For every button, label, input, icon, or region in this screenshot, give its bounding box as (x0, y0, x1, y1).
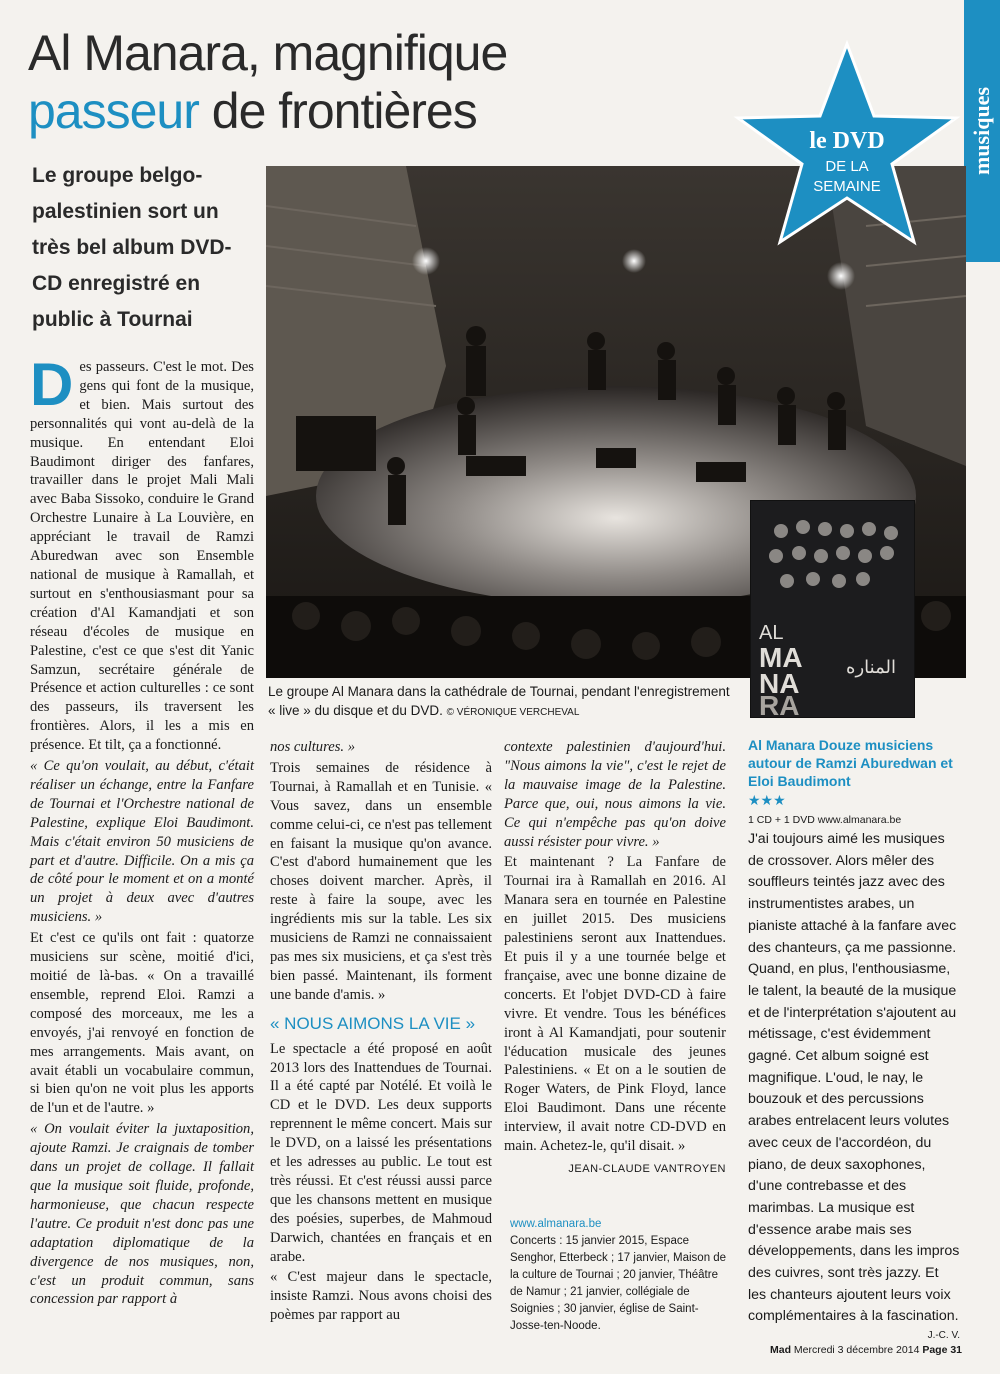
review-signature: J.-C. V. (927, 1330, 960, 1342)
article-column-1 (30, 351, 254, 1311)
photo-caption (268, 682, 738, 722)
paragraph: contexte palestinien d'aujourd'hui. "Nous aimons la vie", c'est le rejet de la mauvaise image de la Palestine. Parce que, oui, nous aimons la vie. Ce qui n'empêche pas qu'on doive aussi résister pour vivre. » (504, 739, 726, 850)
paragraph: « Ce qu'on voulait, au début, c'était réaliser un échange, entre la Fanfare de Tournai et l'Orchestre national de Palestine, explique Eloi Baudimont. Mais c'était environ 50 musiciens de part et d'autre. Difficile. On a mis ça de côté pour le moment et on a monté un projet à deux avec d'autres musiciens. » (30, 758, 254, 926)
paragraph: Et c'est ce qu'ils ont fait : quatorze musiciens sur scène, moitié d'ici, moitié de là-bas. « On a travaillé ensemble, reprend Eloi. Ramzi a composé des morceaux, me les a envoyés, j'ai renvoyé en fonction de mes arrangements. Mais avant, on avait établi un vocabulaire commun, si bien qu'on ne voit plus les apports de l'un et de l'autre. » (30, 930, 254, 1117)
drop-cap: D (30, 351, 74, 418)
dvd-review (748, 736, 960, 1341)
cover-na: NA (759, 668, 800, 699)
paragraph: Et maintenant ? La Fanfare de Tournai ira à Ramallah en 2016. Al Manara sera en tournée en Palestine en juillet 2015. Des musiciens palestiniens seront aux Inattendues. Et puis il y a une tournée belge et française, avec une bonne dizaine de concerts. Et l'objet DVD-CD à faire vivre. Et vendre. Tous les bénéfices iront à Al Kamandjati, pour soutenir l'éducation musicale des jeunes Palestiniens. « Et on a le soutien de Roger Waters, de Pink Floyd, lance Eloi Baudimont. Dans une récente interview, il avait notre CD-DVD en main. Achetez-le, qu'il disait. » (504, 854, 726, 1155)
review-title: Al Manara Douze musiciens autour de Ramzi Aburedwan et Eloi Baudimont (748, 737, 953, 789)
paragraph: nos cultures. » (270, 739, 355, 755)
page-footer (770, 1344, 970, 1356)
section-label: musiques (969, 86, 994, 176)
article-column-2 (270, 738, 492, 1327)
standfirst: Le groupe belgo-palestinien sort un très bel album DVD-CD enregistré en public à Tournai (32, 164, 232, 331)
paragraph: Trois semaines de résidence à Tournai, à Ramallah et en Tunisie. « Vous savez, dans un ensemble comme celui-ci, ce n'est pas tellement en faisant la musique qu'on avance. C'est d'abord humainement que les choses doivent marcher. Après, il reste à faire la soupe, avec les ingrédients mis sur la table. Les six musiciens de Ramzi ne connaissaient pas mes six musiciens, et ça s'est très bien passé. Maintenant, ils forment une bande d'amis. » (270, 759, 492, 1003)
cover-al: AL (759, 622, 784, 644)
page-number: Page 31 (922, 1344, 963, 1356)
photo-credit: © VÉRONIQUE VERCHEVAL (446, 707, 580, 718)
paragraph: es passeurs. C'est le mot. Des gens qui font de la musique, et bien. Mais surtout des personnalités qui vont au-delà de la musique. En entendant Eloi Baudimont diriger des fanfares, travailler dans le projet Mali Mali avec Baba Sissoko, conduire le Grand Orchestre Lunaire à La Louvière, en appréciant le travail de Ramzi Aburedwan avec son Ensemble national de musique à Ramallah, et surtout en s'enthousiasmant pour sa création d'Al Kamandjati et son réseau d'écoles de musique en Palestine, c'est ce que s'est dit Yanic Samzun, secrétaire générale de Présence et action culturelles : ce sont des passeurs, ils traversent les frontières. Alors, il les a mis en présence. Et tilt, ça a fonctionné. (30, 359, 254, 754)
review-body: J'ai toujours aimé les musiques de crossover. Alors mêler des souffleurs teintés jazz avec des instrumentistes arabes, un pianiste attaché à la fanfare avec des chanteurs, ça me passionne. Quand, en plus, l'enthousiasme, le talent, la beauté de la musique et de l'interprétation s'ajoutent au métissage, c'est évidemment gagné. Cet album soigné est magnifique. L'oud, le nay, le bouzouk et des percussions arabes entrelacent leurs volutes avec ceux de l'accordéon, du piano, de deux saxophones, d'une contrebasse et des marimbas. La musique est d'essence arabe mais ses développements, dans les impros des cuivres, sont très jazzy. Et les chanteurs ajoutent leurs voix complémentaires à la fascination. (748, 831, 960, 1325)
section-tab (964, 0, 1000, 262)
star-line1: le DVD (809, 128, 885, 154)
rating-stars: ★★★ (748, 792, 786, 808)
issue-date: Mercredi 3 décembre 2014 (793, 1344, 920, 1356)
section-subhead: « NOUS AIMONS LA VIE » (270, 1013, 476, 1033)
headline-rest: de frontières (198, 83, 477, 139)
article-column-3 (504, 738, 726, 1179)
dvd-cover (750, 500, 915, 718)
paragraph: « On voulait éviter la juxtaposition, ajoute Ramzi. Je craignais de tomber dans un projet de collage. Il fallait que la musique soit fluide, profonde, harmonieuse, que chacun respecte l'autre. Ce produit n'est donc pas une adaptation diplomatique de la divergence de nos musiques, non, c'est un produit commun, sans concession par rapport à (30, 1121, 254, 1308)
paragraph: Le spectacle a été proposé en août 2013 lors des Inattendues de Tournai. Il a été capté par Notélé. Et voilà le CD et le DVD. Les deux supports reprennent le même concert. Mais sur le DVD, on a laissé les présentations et les adresses au public. Le tout est très réussi. Et c'est réussi aussi parce que les chansons mettent en musique des poésies, superbes, de Mahmoud Darwich, chantées en français et en arabe. (270, 1040, 492, 1265)
dvd-cover-art (751, 501, 915, 718)
magazine-name: Mad (770, 1344, 791, 1356)
author-signature: JEAN-CLAUDE VANTROYEN (568, 1162, 726, 1175)
cover-ma: MA (759, 642, 803, 673)
caption-text: Le groupe Al Manara dans la cathédrale de Tournai, pendant l'enregistrement « live » du disque et du DVD. (268, 684, 730, 718)
review-format: 1 CD + 1 DVD www.almanara.be (748, 814, 902, 826)
concert-dates: Concerts : 15 janvier 2015, Espace Senghor, Etterbeck ; 17 janvier, Maison de la culture de Tournai ; 20 janvier, Théâtre de Namur ; 21 janvier, collégiale de Soignies ; 30 janvier, église de Saint-Josse-ten-Noode. (510, 1235, 727, 1332)
dvd-of-the-week-star (732, 40, 962, 250)
website-link[interactable]: www.almanara.be (510, 1218, 602, 1230)
paragraph: « C'est majeur dans le spectacle, insiste Ramzi. Nous avons choisi des poèmes par rapport au (270, 1269, 492, 1324)
headline-accent: passeur (28, 83, 199, 139)
headline-line1: Al Manara, magnifique (28, 25, 508, 81)
headline (28, 24, 548, 140)
star-line3: SEMAINE (813, 178, 881, 195)
cover-arabic-title: المناره (846, 657, 896, 678)
concert-info-box (510, 1216, 728, 1335)
cover-ra: RA (759, 690, 800, 718)
star-line2: DE LA (825, 158, 869, 175)
